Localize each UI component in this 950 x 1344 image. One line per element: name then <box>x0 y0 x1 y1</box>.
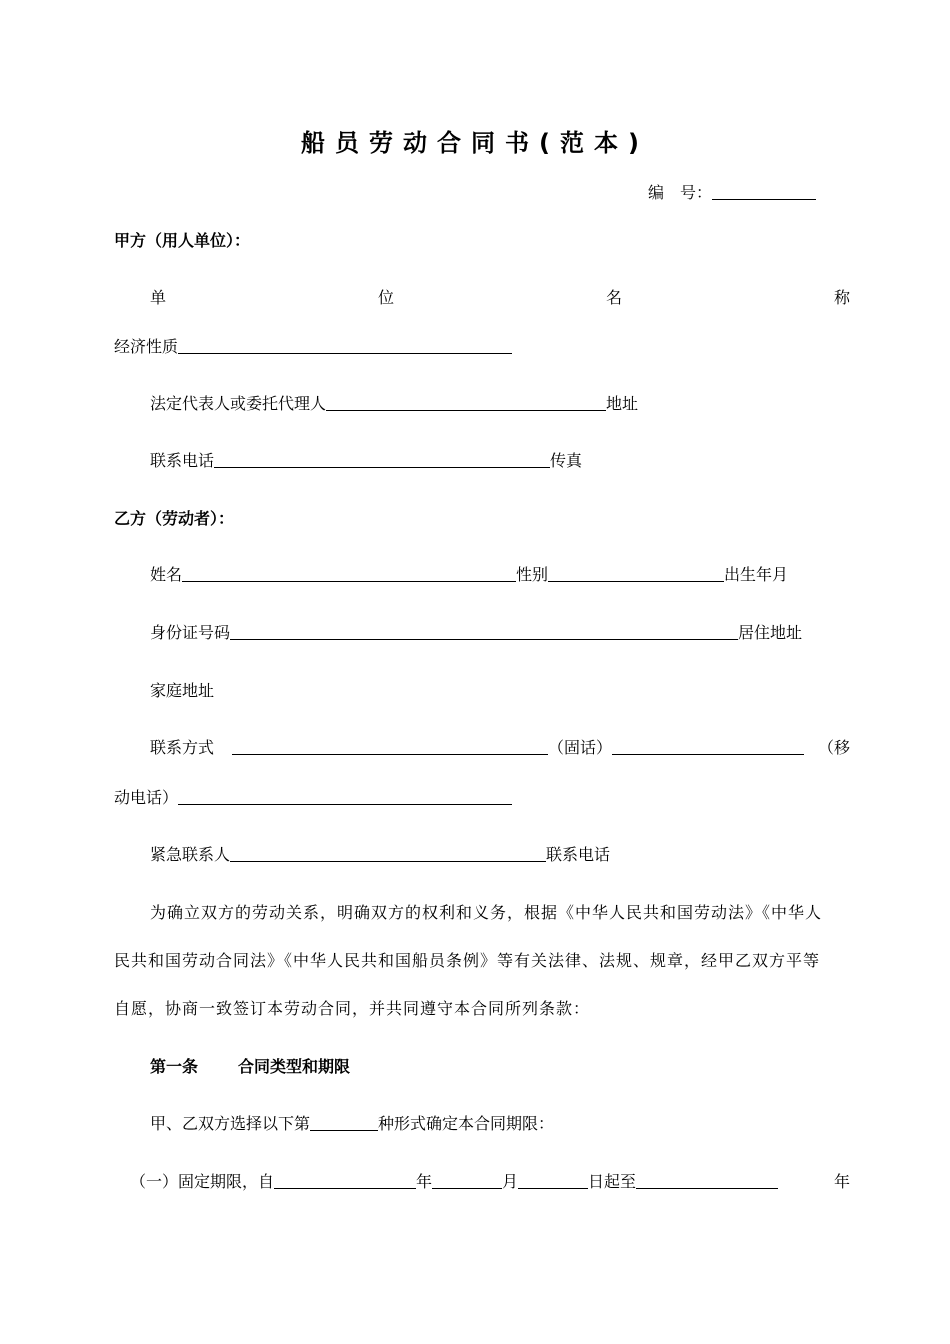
mobile-label-end: 动电话） <box>114 788 179 807</box>
party-a-name-row <box>150 286 850 310</box>
preamble-line-2: 民共和国劳动合同法》《中华人民共和国船员条例》等有关法律、法规、规章，经甲乙双方平等 <box>114 951 821 970</box>
birth-label: 出生年月 <box>724 565 789 584</box>
mobile-continued-blank[interactable] <box>178 786 512 805</box>
year-label: 年 <box>416 1172 433 1191</box>
article-1-number: 第一条 <box>150 1057 199 1076</box>
party-a-name-char: 单 <box>150 288 167 307</box>
party-b-name-row <box>150 563 850 587</box>
party-a-phone-row <box>150 449 850 473</box>
emergency-contact-row <box>150 843 850 867</box>
fixed-term-row <box>130 1170 850 1194</box>
article-1-title: 合同类型和期限 <box>238 1057 351 1076</box>
gender-label: 性别 <box>516 565 549 584</box>
article-1-heading <box>150 1055 850 1079</box>
landline-label: （固话） <box>548 738 613 757</box>
term-choice-row <box>150 1112 850 1136</box>
name-blank[interactable] <box>182 563 516 582</box>
term-choice-suffix: 种形式确定本合同期限： <box>378 1114 555 1133</box>
gender-blank[interactable] <box>548 563 724 582</box>
representative-row <box>150 392 850 416</box>
fax-label: 传真 <box>550 451 583 470</box>
id-number-label: 身份证号码 <box>150 623 231 642</box>
emergency-phone-label: 联系电话 <box>546 845 611 864</box>
id-number-blank[interactable] <box>230 621 738 640</box>
economic-nature-label: 经济性质 <box>114 337 179 356</box>
name-label: 姓名 <box>150 565 183 584</box>
mobile-blank[interactable] <box>612 736 804 755</box>
start-year-blank[interactable] <box>274 1170 416 1189</box>
address-label: 地址 <box>606 394 639 413</box>
end-year-blank[interactable] <box>636 1170 778 1189</box>
party-a-name-char: 位 <box>377 288 394 307</box>
month-label: 月 <box>502 1172 519 1191</box>
day-from-label: 日起至 <box>588 1172 637 1191</box>
mobile-row <box>114 786 850 810</box>
home-address-row: 家庭地址 <box>150 681 215 700</box>
residence-label: 居住地址 <box>738 623 803 642</box>
start-day-blank[interactable] <box>518 1170 588 1189</box>
party-a-phone-label: 联系电话 <box>150 451 215 470</box>
economic-nature-blank[interactable] <box>178 335 512 354</box>
end-year-label: 年 <box>833 1172 850 1191</box>
representative-label: 法定代表人或委托代理人 <box>150 394 327 413</box>
party-a-name-char: 称 <box>833 288 850 307</box>
landline-blank[interactable] <box>232 736 548 755</box>
fixed-term-label: （一）固定期限，自 <box>130 1172 275 1191</box>
start-month-blank[interactable] <box>432 1170 502 1189</box>
mobile-label-start: （移 <box>817 738 850 757</box>
preamble-line-1: 为确立双方的劳动关系，明确双方的权利和义务，根据《中华人民共和国劳动法》《中华人 <box>150 903 823 922</box>
preamble-line-3: 自愿，协商一致签订本劳动合同，并共同遵守本合同所列条款： <box>114 999 591 1018</box>
party-a-phone-blank[interactable] <box>214 449 550 468</box>
emergency-contact-label: 紧急联系人 <box>150 845 231 864</box>
term-choice-label: 甲、乙双方选择以下第 <box>150 1114 311 1133</box>
document-title: 船员劳动合同书(范本) <box>301 129 649 157</box>
serial-number-field[interactable] <box>648 181 816 205</box>
party-a-heading: 甲方（用人单位）： <box>114 231 251 250</box>
economic-nature-row <box>114 335 850 359</box>
serial-number-blank[interactable] <box>712 181 816 200</box>
emergency-contact-blank[interactable] <box>230 843 546 862</box>
id-number-row <box>150 621 850 645</box>
contact-row <box>150 736 850 760</box>
term-choice-blank[interactable] <box>310 1112 378 1131</box>
party-b-heading: 乙方（劳动者）： <box>114 509 235 528</box>
representative-blank[interactable] <box>326 392 606 411</box>
party-a-name-char: 名 <box>605 288 622 307</box>
serial-number-label: 编 号： <box>648 183 713 202</box>
contact-label: 联系方式 <box>150 738 215 757</box>
